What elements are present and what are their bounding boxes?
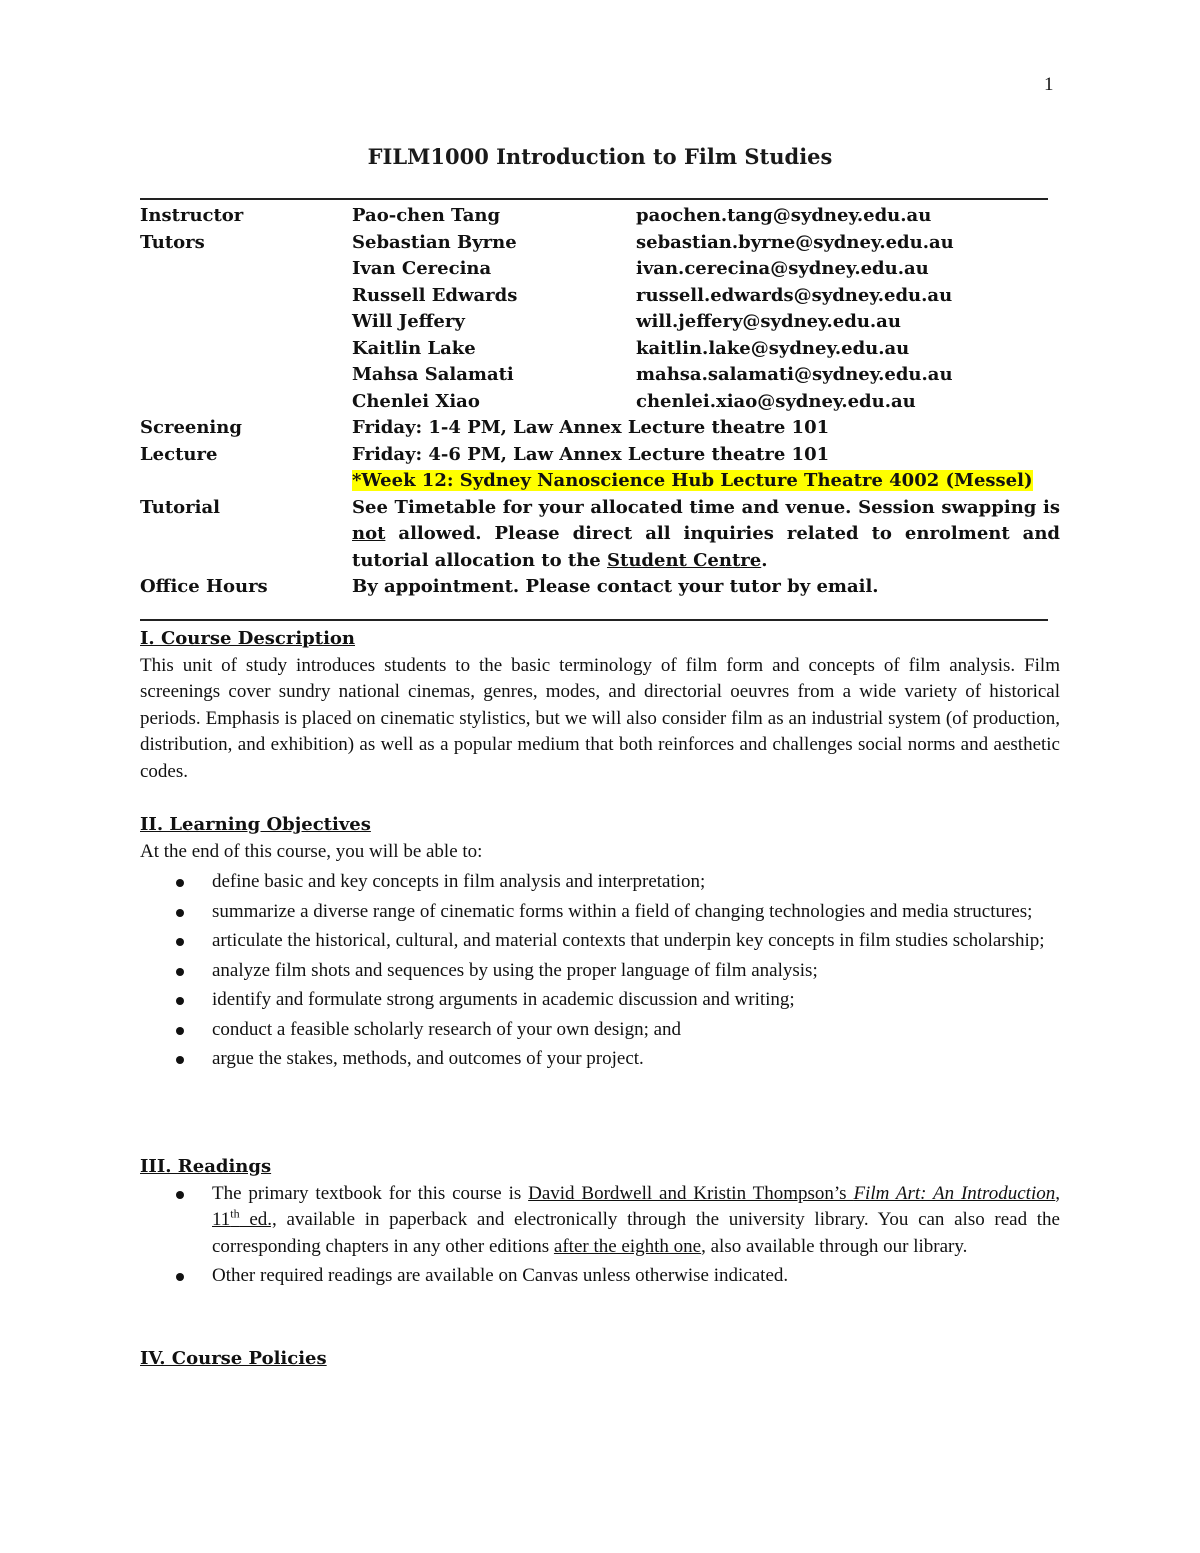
learning-objectives-heading: II. Learning Objectives — [140, 814, 371, 835]
tutor-name: Chenlei Xiao — [352, 390, 480, 412]
bullet-icon — [176, 909, 184, 917]
tutorial-row — [140, 495, 1070, 575]
instructor-row — [140, 203, 1070, 230]
office-hours-row — [140, 574, 1070, 601]
instructor-email[interactable]: paochen.tang@sydney.edu.au — [636, 205, 932, 226]
page-title: FILM1000 Introduction to Film Studies — [367, 144, 833, 169]
learning-objectives-list — [140, 869, 1060, 1073]
bullet-icon — [176, 968, 184, 976]
tutor-email[interactable]: mahsa.salamati@sydney.edu.au — [636, 364, 953, 385]
tutor-name: Russell Edwards — [352, 284, 518, 306]
lecture-value: Friday: 4-6 PM, Law Annex Lecture theatre 101 — [352, 443, 830, 465]
tutor-email[interactable]: sebastian.byrne@sydney.edu.au — [636, 231, 954, 253]
tutorial-label: Tutorial — [140, 496, 220, 518]
top-divider — [140, 198, 1048, 200]
after-eighth-emphasis: after the eighth one — [553, 1235, 702, 1257]
office-hours-label: Office Hours — [140, 576, 268, 597]
course-description-heading: I. Course Description — [140, 628, 356, 649]
tutor-row — [140, 309, 1070, 336]
bullet-icon — [176, 1191, 184, 1199]
tutor-email[interactable]: kaitlin.lake@sydney.edu.au — [636, 337, 910, 359]
not-emphasis: not — [352, 523, 386, 544]
bullet-icon — [176, 879, 184, 887]
readings-list — [140, 1181, 1060, 1290]
list-item: articulate the historical, cultural, and material contexts that underpin key concepts in film studies scholarship; — [140, 928, 1060, 955]
textbook-title: Film Art: An Introduction — [853, 1182, 1056, 1204]
instructor-label: Instructor — [140, 205, 244, 226]
screening-value: Friday: 1-4 PM, Law Annex Lecture theatre 101 — [352, 417, 830, 438]
tutor-row — [140, 283, 1070, 310]
course-description-section — [140, 626, 1060, 785]
list-item: argue the stakes, methods, and outcomes of your project. — [140, 1046, 1060, 1073]
learning-objectives-section — [140, 812, 1060, 1076]
tutor-email[interactable]: chenlei.xiao@sydney.edu.au — [636, 390, 916, 412]
screening-label: Screening — [140, 417, 242, 438]
course-policies-section — [140, 1346, 1060, 1373]
lecture-label: Lecture — [140, 443, 218, 465]
tutor-name: Ivan Cerecina — [352, 258, 492, 279]
tutor-row — [140, 336, 1070, 363]
tutor-email[interactable]: russell.edwards@sydney.edu.au — [636, 284, 953, 306]
bullet-icon — [176, 938, 184, 946]
lecture-note-row — [140, 468, 1070, 495]
textbook-citation: David Bordwell and Kristin Thompson’s Film Art: An Introduction, 11th ed., — [212, 1182, 1060, 1230]
screening-row — [140, 415, 1070, 442]
bottom-divider — [140, 619, 1048, 621]
list-item: identify and formulate strong arguments in academic discussion and writing; — [140, 987, 1060, 1014]
tutor-name: Mahsa Salamati — [352, 364, 514, 385]
course-description-text: This unit of study introduces students to the basic terminology of film form and concepts of film analysis. Film screenings cover sundry national cinemas, genres, modes, and directorial oeuvres from a wide variety of historical periods. Emphasis is placed on cinematic stylistics, but we will also consider film as an industrial system (of production, distribution, and exhibition) as well as a popular medium that both reinforces and challenges social norms and aesthetic codes. — [140, 654, 1060, 782]
instructor-name: Pao-chen Tang — [352, 205, 501, 226]
tutors-label: Tutors — [140, 231, 205, 253]
tutor-email[interactable]: ivan.cerecina@sydney.edu.au — [636, 258, 929, 279]
readings-section — [140, 1154, 1060, 1293]
list-item: conduct a feasible scholarly research of your own design; and — [140, 1017, 1060, 1044]
lecture-week12-note: *Week 12: Sydney Nanoscience Hub Lecture Theatre 4002 (Messel) — [352, 470, 1033, 491]
course-info-table — [140, 203, 1070, 601]
tutor-row — [140, 389, 1070, 416]
tutor-name: Sebastian Byrne — [352, 231, 517, 253]
list-item: The primary textbook for this course is David Bordwell and Kristin Thompson’s Film Art: An Introduction, 11th ed., available in paperback and electronically through the university library. You can also read the corresponding chapters in any other editions after the eighth one, also available through our library. — [140, 1181, 1060, 1261]
tutorial-value: See Timetable for your allocated time and venue. Session swapping is not allowed. Please direct all inquiries related to enrolment and tutorial allocation to the Student Centre. — [352, 496, 1060, 571]
office-hours-value: By appointment. Please contact your tutor by email. — [352, 576, 879, 597]
bullet-icon — [176, 1056, 184, 1064]
tutor-name: Will Jeffery — [352, 311, 465, 332]
course-policies-heading: IV. Course Policies — [140, 1348, 327, 1369]
bullet-icon — [176, 997, 184, 1005]
bullet-icon — [176, 1273, 184, 1281]
tutor-name: Kaitlin Lake — [352, 337, 476, 359]
list-item: define basic and key concepts in film analysis and interpretation; — [140, 869, 1060, 896]
list-item: summarize a diverse range of cinematic forms within a field of changing technologies and media structures; — [140, 899, 1060, 926]
readings-heading: III. Readings — [140, 1156, 272, 1177]
tutor-row — [140, 362, 1070, 389]
page-number: 1 — [1044, 74, 1054, 95]
student-centre-link[interactable]: Student Centre — [607, 549, 762, 571]
learning-objectives-intro: At the end of this course, you will be able to: — [140, 840, 483, 862]
bullet-icon — [176, 1027, 184, 1035]
tutor-row — [140, 230, 1070, 257]
tutor-email[interactable]: will.jeffery@sydney.edu.au — [636, 311, 901, 332]
tutor-row — [140, 256, 1070, 283]
lecture-row — [140, 442, 1070, 469]
list-item: analyze film shots and sequences by using the proper language of film analysis; — [140, 958, 1060, 985]
list-item: Other required readings are available on Canvas unless otherwise indicated. — [140, 1263, 1060, 1290]
